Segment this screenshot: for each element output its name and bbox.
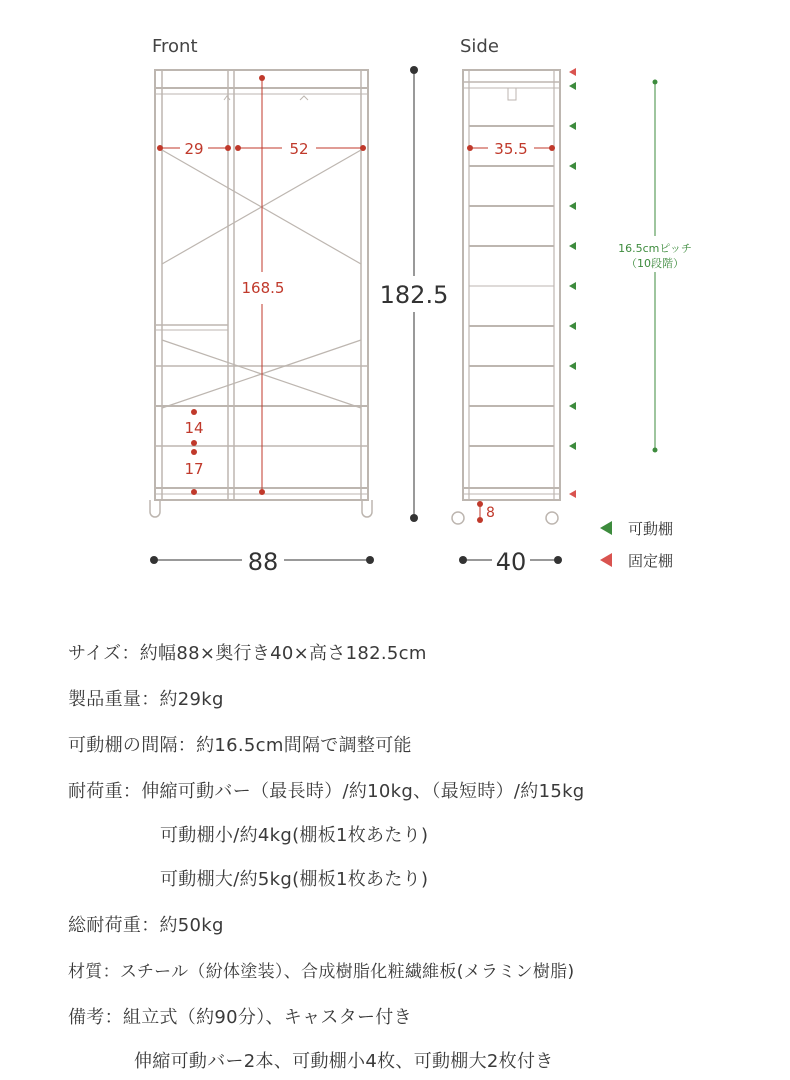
side-dimensions <box>467 145 555 523</box>
front-total-width <box>150 548 374 576</box>
movable-shelf-marker <box>569 202 576 210</box>
dim-total-height: 182.5 <box>379 281 449 309</box>
spec-total-load: 総耐荷重：約50kg <box>68 915 224 936</box>
movable-shelf-marker <box>569 242 576 250</box>
dim-gap-a: 14 <box>184 419 204 437</box>
movable-shelf-marker <box>569 362 576 370</box>
movable-shelf-marker <box>569 122 576 130</box>
fixed-shelf-marker <box>569 68 576 76</box>
legend-fixed: 固定棚 <box>628 552 674 570</box>
spec-weight: 製品重量：約29kg <box>68 689 224 710</box>
spec-material: 材質：スチール（紛体塗装）、合成樹脂化粧繊維板(メラミン樹脂) <box>68 962 575 982</box>
fixed-shelf-marker <box>569 490 576 498</box>
pitch-indicator <box>606 80 704 453</box>
movable-shelf-marker <box>569 322 576 330</box>
side-label: Side <box>460 36 499 57</box>
pitch-label-line1: 16.5cmピッチ <box>618 242 692 255</box>
spec-note-accessories: 伸縮可動バー2本、可動棚小4枚、可動棚大2枚付き <box>134 1051 554 1072</box>
dim-left-width: 29 <box>184 140 204 158</box>
spec-note: 備考：組立式（約90分）、キャスター付き <box>68 1007 412 1028</box>
front-label: Front <box>152 36 198 57</box>
movable-shelf-marker <box>569 402 576 410</box>
spec-size: サイズ：約幅88×奥行き40×高さ182.5cm <box>68 643 427 664</box>
movable-shelf-marker <box>569 282 576 290</box>
legend-movable: 可動棚 <box>628 520 674 538</box>
movable-legend-icon <box>600 521 612 535</box>
legend <box>600 520 673 570</box>
dim-bottom-gap: 8 <box>486 505 495 521</box>
fixed-legend-icon <box>600 553 612 567</box>
dim-total-depth: 40 <box>495 548 527 576</box>
movable-shelf-marker <box>569 82 576 90</box>
dim-inner-height: 168.5 <box>241 279 285 297</box>
movable-shelf-marker <box>569 442 576 450</box>
spec-load-large: 可動棚大/約5kg(棚板1枚あたり) <box>160 869 429 890</box>
dim-total-width: 88 <box>247 548 279 576</box>
pitch-label-line2: （10段階） <box>626 257 684 270</box>
spec-load: 耐荷重：伸縮可動バー（最長時）/約10kg、（最短時）/約15kg <box>68 781 585 802</box>
dim-inner-depth: 35.5 <box>494 140 528 158</box>
dim-gap-b: 17 <box>184 460 204 478</box>
dim-right-width: 52 <box>289 140 309 158</box>
shelf-position-markers <box>569 68 576 498</box>
side-view <box>452 70 560 524</box>
spec-interval: 可動棚の間隔：約16.5cm間隔で調整可能 <box>68 735 412 756</box>
movable-shelf-marker <box>569 162 576 170</box>
total-height <box>380 66 449 522</box>
spec-load-small: 可動棚小/約4kg(棚板1枚あたり) <box>160 825 429 846</box>
side-total-depth <box>459 548 562 576</box>
